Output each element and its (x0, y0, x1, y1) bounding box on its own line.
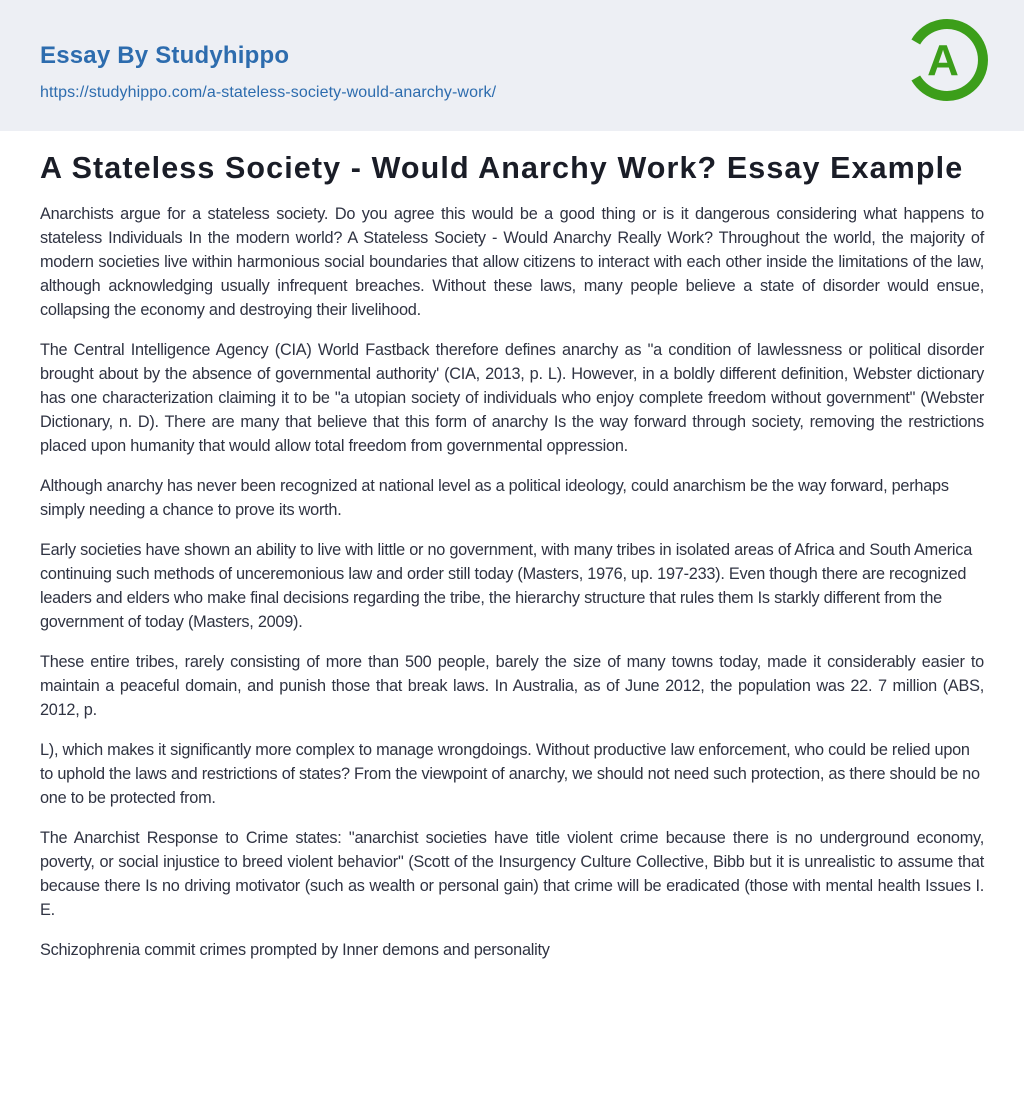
essay-paragraph: Early societies have shown an ability to live with little or no government, with many tribes in isolated areas of Africa and South America continuing such methods of unceremonious law and order still today (Masters, 1976, up. 197-233). Even though there are recognized leaders and elders who make final decisions regarding the tribe, the hierarchy structure that rules them Is starkly different from the government of today (Masters, 2009). (40, 541, 972, 631)
essay-url-link[interactable]: https://studyhippo.com/a-stateless-society-would-anarchy-work/ (40, 84, 497, 101)
essay-paragraph: Schizophrenia commit crimes prompted by Inner demons and personality (40, 941, 550, 959)
essay-paragraph: Anarchists argue for a stateless society. Do you agree this would be a good thing or is it dangerous considering what happens to stateless Individuals In the modern world? A Stateless Society - Would Anarchy Really Work? Throughout the world, the majority of modern societies live within harmonious social boundaries that allow citizens to interact with each other inside the limitations of the law, although acknowledging usually infrequent breaches. Without these laws, many people believe a state of disorder would ensue, collapsing the economy and destroying their livelihood. (40, 205, 984, 319)
site-title: Essay By Studyhippo (40, 42, 290, 69)
essay-paragraph: These entire tribes, rarely consisting of more than 500 people, barely the size of many towns today, made it considerably easier to maintain a peaceful domain, and punish those that break laws. In Australia, as of June 2012, the population was 22. 7 million (ABS, 2012, p. (40, 653, 984, 719)
essay-title: A Stateless Society - Would Anarchy Work? Essay Example (40, 151, 964, 185)
essay-paragraph: L), which makes it significantly more complex to manage wrongdoings. Without productive law enforcement, who could be relied upon to uphold the laws and restrictions of states? From the viewpoint of anarchy, we should not need such protection, as there should be no one to be protected from. (40, 741, 980, 807)
essay-paragraph: The Anarchist Response to Crime states: "anarchist societies have title violent crime because there is no underground economy, poverty, or social injustice to breed violent behavior" (Scott of the Insurgency Culture Collective, Bibb but it is unrealistic to assume that because there Is no driving motivator (such as wealth or personal gain) that crime will be eradicated (those with mental health Issues I. E. (40, 829, 984, 919)
studyhippo-logo (903, 18, 991, 106)
essay-paragraph: The Central Intelligence Agency (CIA) World Fastback therefore defines anarchy as "a condition of lawlessness or political disorder brought about by the absence of governmental authority' (CIA, 2013, p. L). However, in a boldly different definition, Webster dictionary has one characterization claiming it to be "a utopian society of individuals who enjoy complete freedom without government" (Webster Dictionary, n. D). There are many that believe that this form of anarchy Is the way forward through society, removing the restrictions placed upon humanity that would allow total freedom from governmental oppression. (40, 341, 984, 455)
page-header (0, 0, 1024, 131)
logo-letter: A (927, 36, 959, 85)
essay-paragraph: Although anarchy has never been recognized at national level as a political ideology, could anarchism be the way forward, perhaps simply needing a chance to prove its worth. (40, 477, 949, 519)
logo-a-icon (903, 18, 991, 106)
essay-body (0, 151, 1024, 962)
